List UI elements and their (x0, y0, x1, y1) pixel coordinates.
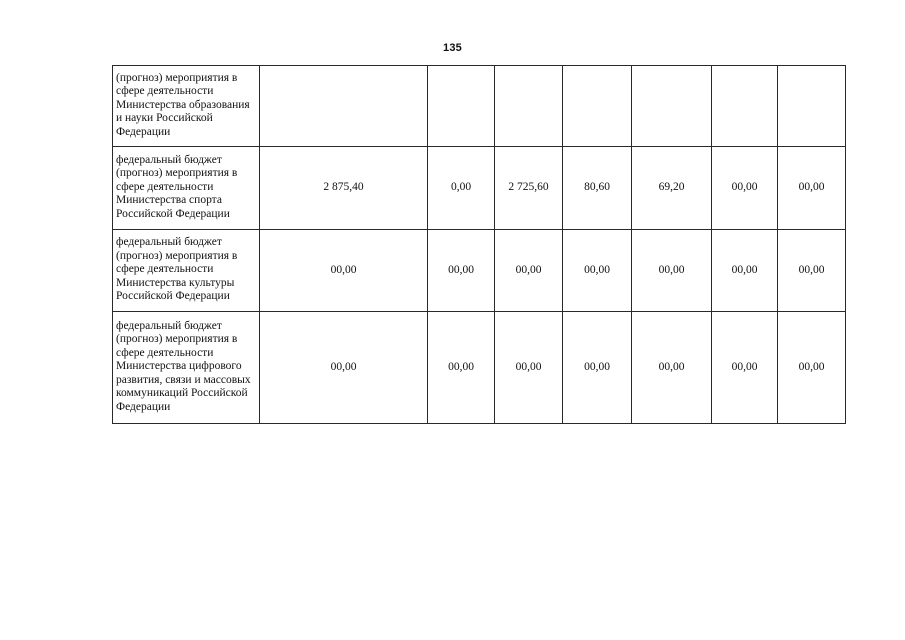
table-cell (712, 66, 778, 147)
table-cell: 00,00 (428, 230, 495, 312)
table-cell: 00,00 (712, 230, 778, 312)
table-cell: 00,00 (712, 147, 778, 230)
table-cell: 00,00 (778, 230, 846, 312)
row-label: федеральный бюджет (прогноз) мероприятия в сфере деятельности Министерства цифрового развития, связи и массовых коммуникаций Российской Федерации (113, 312, 260, 424)
table-cell: 00,00 (563, 312, 632, 424)
table-cell (563, 66, 632, 147)
table-cell: 00,00 (712, 312, 778, 424)
table-cell (260, 66, 428, 147)
table-row (113, 312, 846, 424)
row-label: федеральный бюджет (прогноз) мероприятия в сфере деятельности Министерства культуры Российской Федерации (113, 230, 260, 312)
table-cell (428, 66, 495, 147)
budget-table (112, 65, 846, 424)
table-cell: 2 875,40 (260, 147, 428, 230)
table-cell: 0,00 (428, 147, 495, 230)
table-cell: 00,00 (495, 230, 563, 312)
table-cell: 00,00 (260, 230, 428, 312)
table-cell: 00,00 (428, 312, 495, 424)
table-cell: 00,00 (632, 312, 712, 424)
table-cell (778, 66, 846, 147)
table-cell: 00,00 (260, 312, 428, 424)
table-row (113, 66, 846, 147)
table-cell: 00,00 (778, 312, 846, 424)
table-cell: 00,00 (778, 147, 846, 230)
table-row (113, 147, 846, 230)
table-cell: 00,00 (563, 230, 632, 312)
table-cell (495, 66, 563, 147)
table-cell: 00,00 (495, 312, 563, 424)
table-cell: 69,20 (632, 147, 712, 230)
page-number: 135 (443, 42, 462, 54)
table-cell: 00,00 (632, 230, 712, 312)
table-row (113, 230, 846, 312)
row-label: (прогноз) мероприятия в сфере деятельности Министерства образования и науки Российской Федерации (113, 66, 260, 147)
table-cell: 80,60 (563, 147, 632, 230)
table-cell (632, 66, 712, 147)
table-cell: 2 725,60 (495, 147, 563, 230)
row-label: федеральный бюджет (прогноз) мероприятия в сфере деятельности Министерства спорта Российской Федерации (113, 147, 260, 230)
